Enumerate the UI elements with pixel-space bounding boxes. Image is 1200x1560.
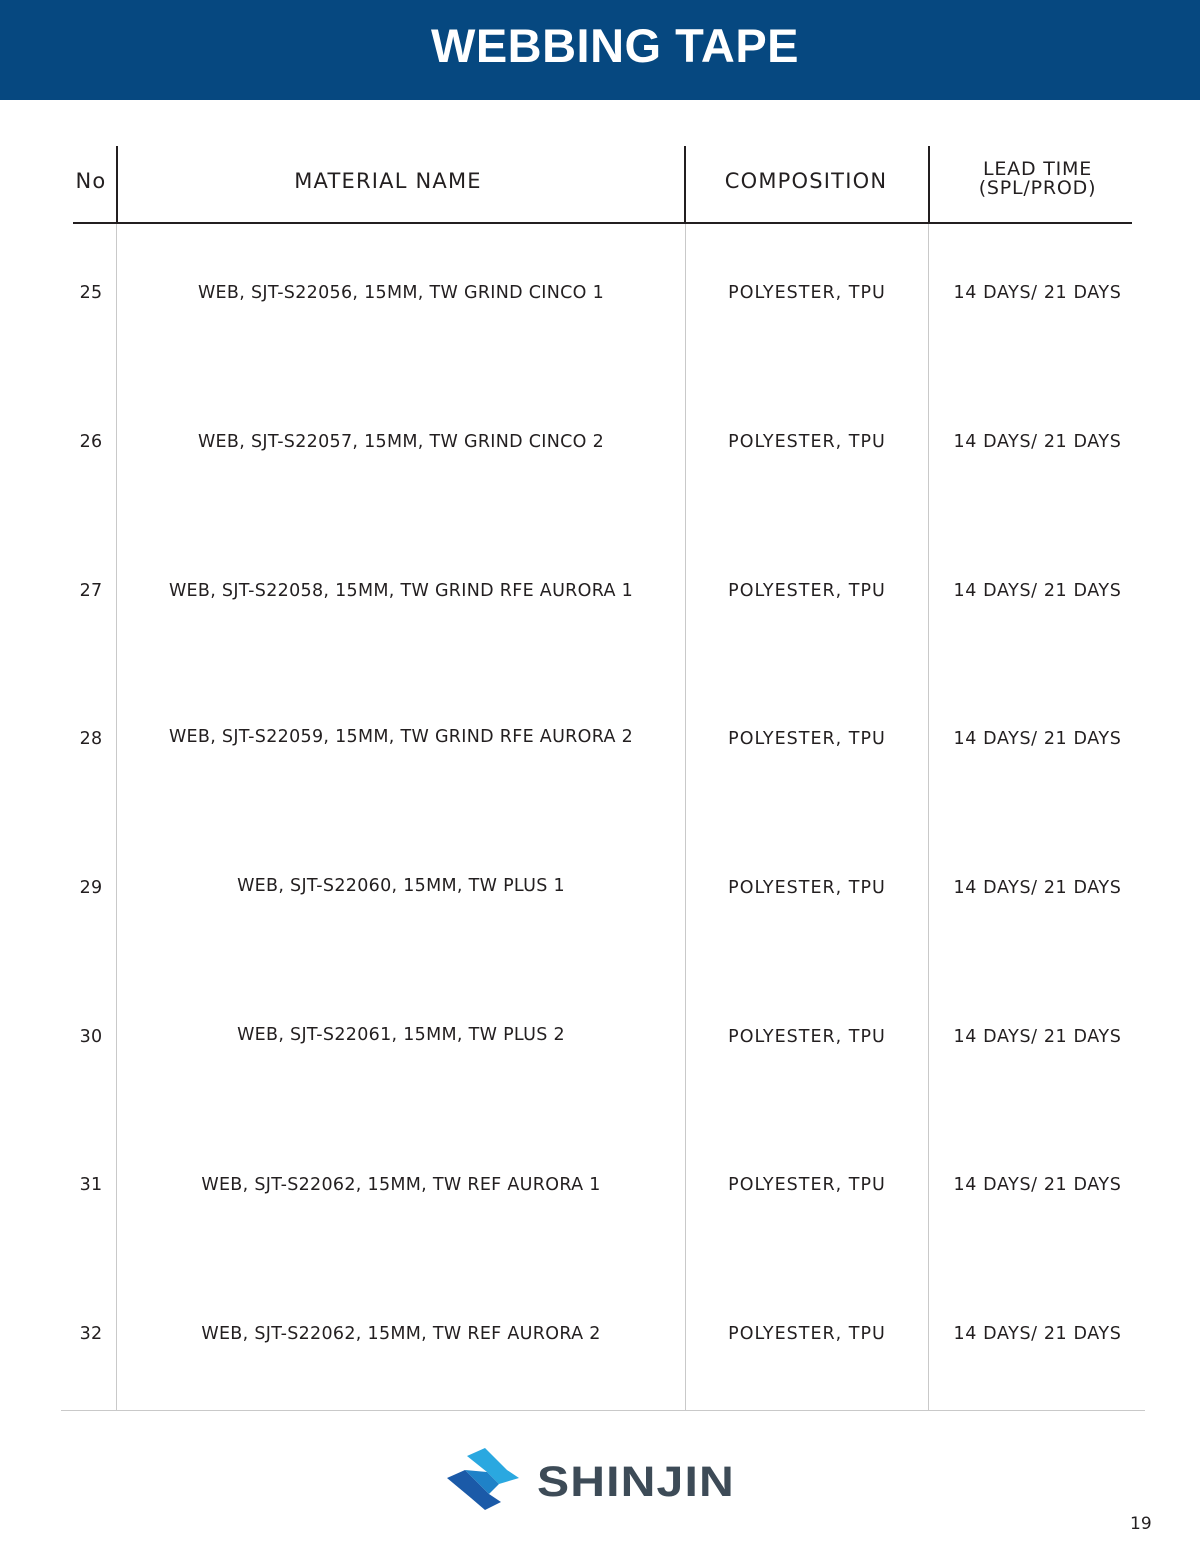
row-no: 31	[79, 1175, 103, 1195]
row-material-name: WEB, SJT-S22057, 15MM, TW GRIND CINCO 2	[197, 432, 605, 452]
row-lead-time: 14 DAYS/ 21 DAYS	[953, 1324, 1122, 1344]
row-material-name: WEB, SJT-S22059, 15MM, TW GRIND RFE AURORA 2	[168, 727, 634, 747]
row-composition: POLYESTER, TPU	[728, 1324, 886, 1344]
row-composition: POLYESTER, TPU	[728, 1175, 886, 1195]
row-material-name: WEB, SJT-S22062, 15MM, TW REF AURORA 2	[201, 1324, 601, 1344]
row-lead-time: 14 DAYS/ 21 DAYS	[953, 1027, 1122, 1047]
row-material-name: WEB, SJT-S22058, 15MM, TW GRIND RFE AURORA 1	[168, 581, 634, 601]
row-lead-time: 14 DAYS/ 21 DAYS	[953, 283, 1122, 303]
shinjin-logo	[445, 1448, 775, 1518]
row-material-name: WEB, SJT-S22061, 15MM, TW PLUS 2	[237, 1025, 565, 1045]
page-number: 19	[1130, 1514, 1152, 1534]
column-header-composition: COMPOSITION	[724, 169, 888, 193]
column-header-lead-time	[930, 160, 1145, 198]
row-no: 27	[79, 581, 103, 601]
header-banner	[0, 0, 1200, 100]
row-composition: POLYESTER, TPU	[728, 283, 886, 303]
lead-time-label: LEAD TIME	[982, 158, 1093, 180]
row-no: 29	[79, 878, 103, 898]
row-composition: POLYESTER, TPU	[728, 1027, 886, 1047]
row-no: 26	[79, 432, 103, 452]
row-composition: POLYESTER, TPU	[728, 581, 886, 601]
column-header-no: No	[75, 169, 107, 193]
row-lead-time: 14 DAYS/ 21 DAYS	[953, 729, 1122, 749]
row-material-name: WEB, SJT-S22060, 15MM, TW PLUS 1	[237, 876, 565, 896]
column-divider-no	[116, 224, 117, 1411]
lead-time-sub-label: (SPL/PROD)	[978, 177, 1097, 199]
row-material-name: WEB, SJT-S22056, 15MM, TW GRIND CINCO 1	[197, 283, 605, 303]
column-divider-name	[685, 224, 686, 1411]
row-lead-time: 14 DAYS/ 21 DAYS	[953, 1175, 1122, 1195]
column-header-material-name: MATERIAL NAME	[294, 169, 482, 193]
row-material-name: WEB, SJT-S22062, 15MM, TW REF AURORA 1	[201, 1175, 601, 1195]
row-composition: POLYESTER, TPU	[728, 729, 886, 749]
page-title: WEBBING TAPE	[430, 19, 800, 72]
row-no: 32	[79, 1324, 103, 1344]
row-lead-time: 14 DAYS/ 21 DAYS	[953, 878, 1122, 898]
row-lead-time: 14 DAYS/ 21 DAYS	[953, 432, 1122, 452]
row-no: 30	[79, 1027, 103, 1047]
header-underline	[73, 222, 1132, 224]
brand-name: SHINJIN	[537, 1458, 735, 1506]
row-no: 28	[79, 729, 103, 749]
row-lead-time: 14 DAYS/ 21 DAYS	[953, 581, 1122, 601]
row-no: 25	[79, 283, 103, 303]
column-divider-comp	[928, 224, 929, 1411]
row-composition: POLYESTER, TPU	[728, 878, 886, 898]
shinjin-mark-icon	[445, 1448, 525, 1514]
table-bottom-line	[61, 1410, 1145, 1411]
row-composition: POLYESTER, TPU	[728, 432, 886, 452]
